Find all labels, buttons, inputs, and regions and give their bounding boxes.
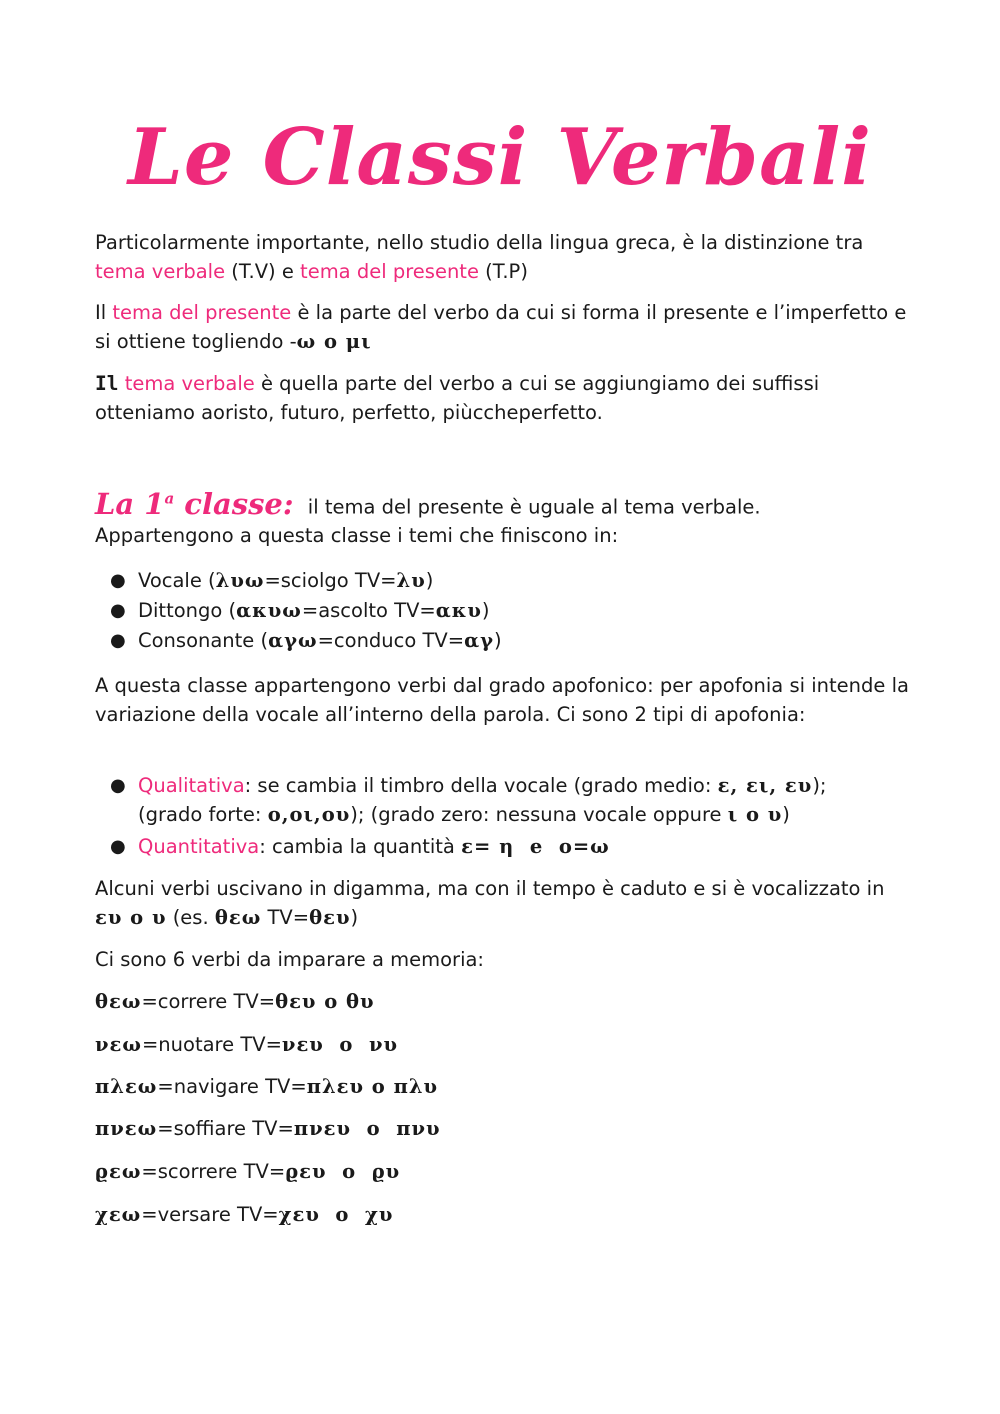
section-heading-text: il tema del presente è uguale al tema verbale. <box>307 495 761 519</box>
page-title: Le Classi Verbali <box>128 112 872 203</box>
digamma-paragraph: Alcuni verbi uscivano in digamma, ma con il tempo è caduto e si è vocalizzato in ευ ο υ (es. θεω TV=θευ) <box>95 877 885 929</box>
verb-row: χεω=versare TV=χευ ο χυ <box>95 1203 394 1226</box>
intro-text: (T.P) <box>485 260 528 283</box>
greek-ending: ω o μι <box>296 330 372 353</box>
verb-row: πλεω=navigare TV=πλευ ο πλυ <box>95 1075 439 1098</box>
intro-text: è quella parte del verbo a cui se aggiungiamo dei suffissi otteniamo aoristo, futuro, perfetto, piùccheperfetto. <box>95 372 820 424</box>
page: Le Classi Verbali Particolarmente importante, nello studio della lingua greca, è la distinzione tra tema verbale (T.V) e tema del presente (T.P) Il tema del presente è la parte del verbo da cui si forma il presente e l’imperfetto e si ottiene togliendo -ω o μι Il tema verbale è quella parte del verbo a cui se aggiungiamo dei suffissi otteniamo aoristo, futuro, perfetto, piùccheperfetto. La 1$^a$ classe: il tema del presente è uguale al tema verbale. Appartengono a questa classe i temi che finiscono in: ● Vocale (λυω=sciolgo TV=λυ) ● Dittongo (ακυω=ascolto TV=ακυ) ● Consonante (αγω=conduco TV=αγ) A questa classe appartengono verbi dal grado apofonico: per apofonia si intende la variazione della vocale all’interno della parola. Ci sono 2 tipi di apofonia: ● Qualitativa: se cambia il timbro della vocale (grado medio: ε, ει, ευ); (grado forte: ο,οι,ου); (grado zero: nessuna vocale oppure ι ο υ) ● Quantitativa: cambia la quantità ε= η e ο=ω Alcuni verbi uscivano in digamma, ma con il tempo è caduto e si è vocalizzato in ευ ο υ (es. θεω TV=θευ) Ci sono 6 verbi da imparare a memoria: θεω=correre TV=θευ ο θυ νεω=nuotare TV=νευ ο νυ πλεω=navigare TV=πλευ ο πλυ πνεω=soffiare TV=πνευ ο πνυ ϱεω=scorrere TV=ϱευ ο ϱυ χεω=versare TV=χευ ο χυ <box>0 0 1000 1414</box>
section-heading: La 1$^a$ classe: <box>95 486 294 521</box>
memo-line: Ci sono 6 verbi da imparare a memoria: <box>95 948 485 971</box>
intro-paragraph-1 <box>95 228 915 286</box>
highlight-tema-verbale: tema verbale <box>124 372 255 395</box>
section-1-intro: Appartengono a questa classe i temi che finiscono in: <box>95 524 619 547</box>
highlight-tema-presente: tema del presente <box>300 260 479 283</box>
section-1-header <box>95 484 915 522</box>
highlight-tema-presente: tema del presente <box>112 301 292 324</box>
verb-row: ϱεω=scorrere TV=ϱευ ο ϱυ <box>95 1160 401 1183</box>
intro-text: Particolarmente importante, nello studio della lingua greca, è la distinzione tra <box>95 231 864 254</box>
intro-text: Il <box>95 372 119 395</box>
intro-text: è la parte del verbo da cui si forma il presente e l’imperfetto e si ottiene togliendo - <box>95 301 907 353</box>
verb-row: θεω=correre TV=θευ ο θυ <box>95 990 375 1013</box>
intro-text: (T.V) e <box>231 260 294 283</box>
verb-row: νεω=nuotare TV=νευ ο νυ <box>95 1033 399 1056</box>
intro-text: Il <box>95 301 107 324</box>
apofonia-paragraph: A questa classe appartengono verbi dal grado apofonico: per apofonia si intende la variazione della vocale all’interno della parola. Ci sono 2 tipi di apofonia: <box>95 674 909 726</box>
verb-row: πνεω=soffiare TV=πνευ ο πνυ <box>95 1117 441 1140</box>
intro-paragraph-2 <box>95 298 915 356</box>
intro-paragraph-3 <box>95 369 915 427</box>
highlight-tema-verbale: tema verbale <box>95 260 226 283</box>
